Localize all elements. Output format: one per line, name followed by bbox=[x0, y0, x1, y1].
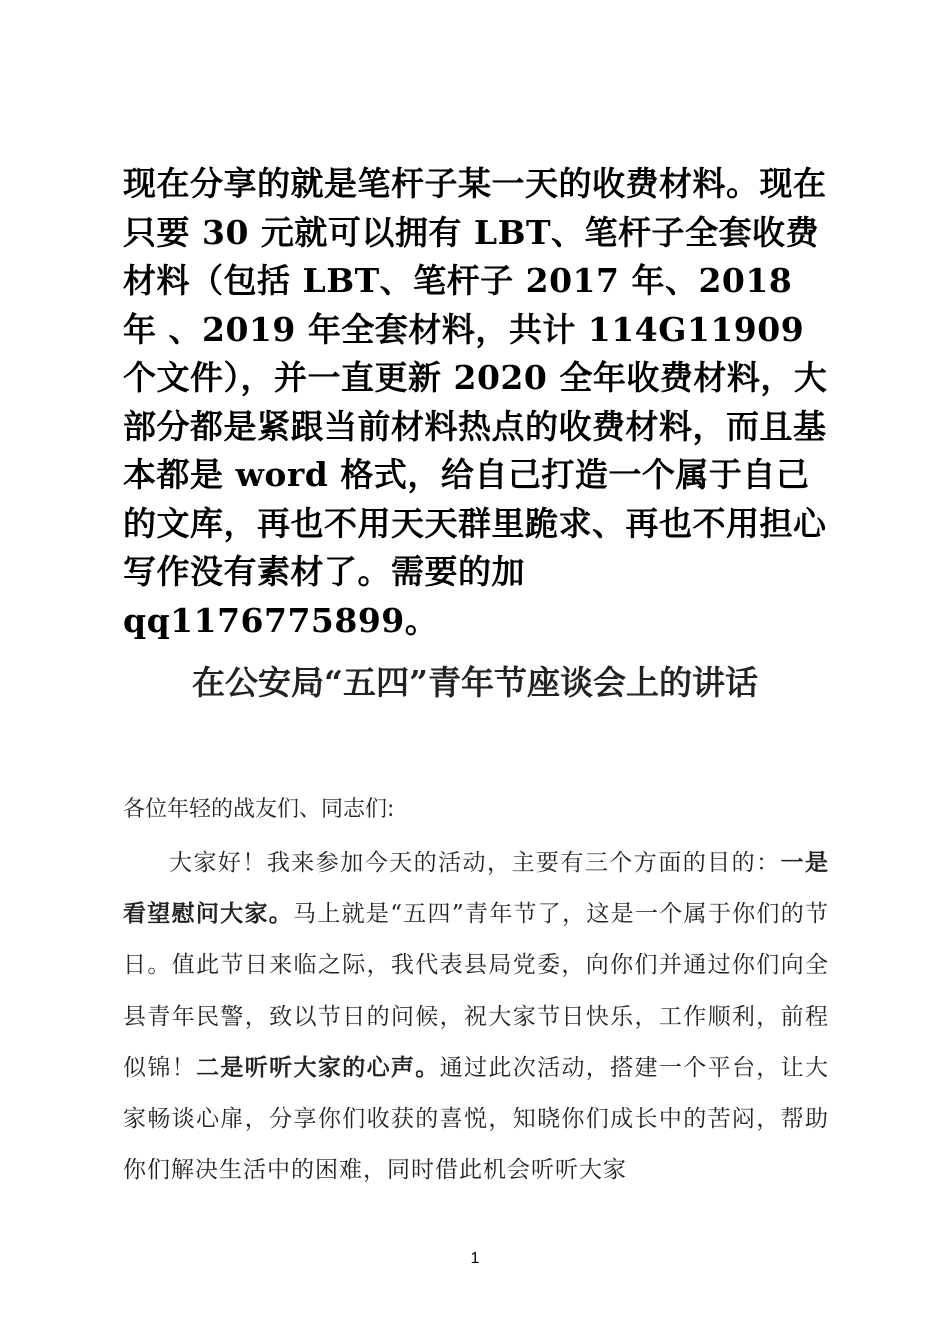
document-title: 在公安局“五四”青年节座谈会上的讲话 bbox=[192, 663, 758, 702]
paragraph-text: 马上就是“五四”青年节了，这是一个属于你们的节日。值此节日来临之际，我代表县局党委，向你们并通过你们向全县青年民警，致以节日的问候，祝大家节日快乐，工作顺利，前程似锦！ bbox=[123, 901, 829, 1081]
body-paragraph bbox=[123, 838, 829, 1196]
greeting-line: 各位年轻的战友们、同志们: bbox=[123, 797, 395, 822]
paragraph-text: 大家好！我来参加今天的活动，主要有三个方面的目的： bbox=[169, 850, 781, 876]
page-number: 1 bbox=[470, 1250, 480, 1267]
promo-paragraph: 现在分享的就是笔杆子某一天的收费材料。现在只要 30 元就可以拥有 LBT、笔杆子全套收费材料（包括 LBT、笔杆子 2017 年、2018 年 、2019 年全套材料，共计 114G11909 个文件），并一直更新 2020 全年收费材料，大部分都是紧跟当前材料热点的收费材料，而且基本都是 word 格式，给自己打造一个属于自己的文库，再也不用天天群里跪求、再也不用担心写作没有素材了。需要的加 qq1176775899。 bbox=[123, 164, 828, 640]
bold-point-two: 二是听听大家的心声。 bbox=[196, 1054, 440, 1081]
bold-point-one: 一是看望慰问大家。 bbox=[123, 850, 830, 928]
paragraph-text: 通过此次活动，搭建一个平台，让大家畅谈心扉，分享你们收获的喜悦，知晓你们成长中的苦闷，帮助你们解决生活中的困难，同时借此机会听听大家 bbox=[123, 1054, 830, 1184]
